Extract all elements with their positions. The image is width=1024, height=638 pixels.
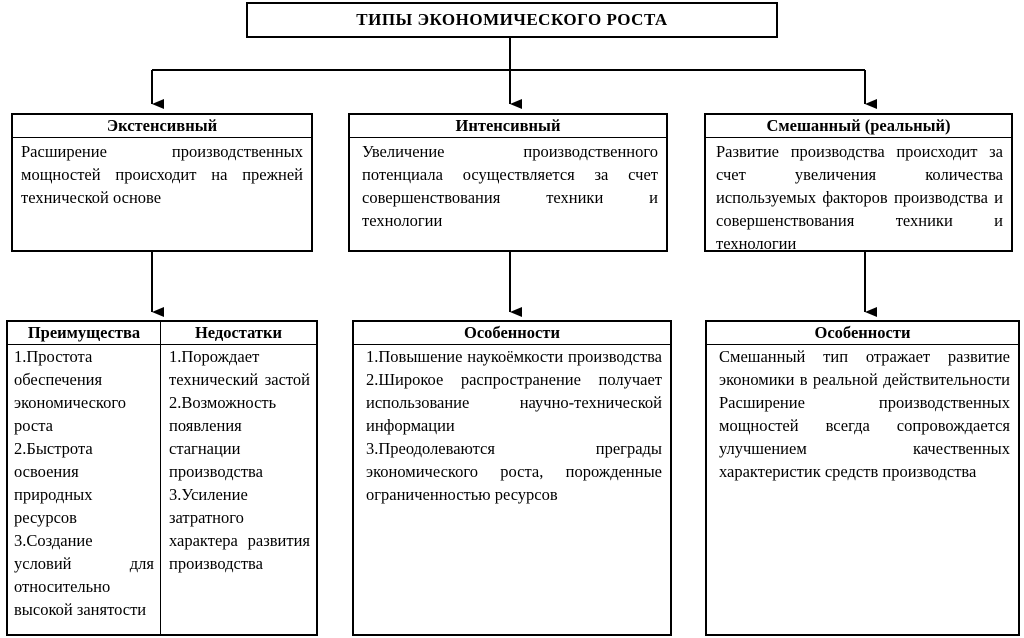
advantage-item: 2.Быстрота освоения природных ресурсов [14, 439, 93, 527]
type-intensive-description: Увеличение производственного потенциала осуществляется за счет совершенствования техники и технологии [362, 142, 658, 230]
disadvantage-item: 1.Порождает технический застой [169, 347, 310, 389]
diagram-title: ТИПЫ ЭКОНОМИЧЕСКОГО РОСТА [356, 10, 668, 29]
type-extensive-box [11, 113, 313, 252]
type-extensive-description: Расширение производственных мощностей происходит на прежней технической основе [21, 142, 303, 207]
intensive-feature-item: 2.Широкое распространение получает использование научно-технической информации [366, 370, 662, 435]
type-mixed-description: Развитие производства происходит за счет увеличения количества используемых факторов производства и совершенствования техники и технологии [716, 142, 1003, 253]
diagram-title-box [246, 2, 778, 38]
disadvantages-header: Недостатки [161, 322, 316, 345]
disadvantages-column [161, 322, 316, 634]
mixed-features-header: Особенности [707, 322, 1018, 345]
intensive-features-header: Особенности [354, 322, 670, 345]
type-mixed-name: Смешанный (реальный) [706, 115, 1011, 138]
intensive-details-box [352, 320, 672, 636]
type-intensive-box [348, 113, 668, 252]
type-intensive-name: Интенсивный [350, 115, 666, 138]
mixed-feature-item: Расширение производственных мощностей всегда сопровождается улучшением качественных характеристик средств производства [719, 393, 1010, 481]
advantage-item: 1.Простота обеспечения экономического роста [14, 347, 126, 435]
intensive-feature-item: 3.Преодолеваются преграды экономического роста, порожденные ограниченностью ресурсов [366, 439, 662, 504]
disadvantage-item: 3.Усиление затратного характера развития производства [169, 485, 310, 573]
type-mixed-box [704, 113, 1013, 252]
extensive-details-box [6, 320, 318, 636]
mixed-details-box [705, 320, 1020, 636]
advantage-item: 3.Создание условий для относительно высокой занятости [14, 531, 154, 619]
disadvantage-item: 2.Возможность появления стагнации производства [169, 393, 277, 481]
intensive-feature-item: 1.Повышение наукоёмкости производства [366, 347, 662, 366]
advantages-column [8, 322, 161, 634]
mixed-feature-item: Смешанный тип отражает развитие экономики в реальной действительности [719, 347, 1010, 389]
type-extensive-name: Экстенсивный [13, 115, 311, 138]
advantages-header: Преимущества [8, 322, 160, 345]
